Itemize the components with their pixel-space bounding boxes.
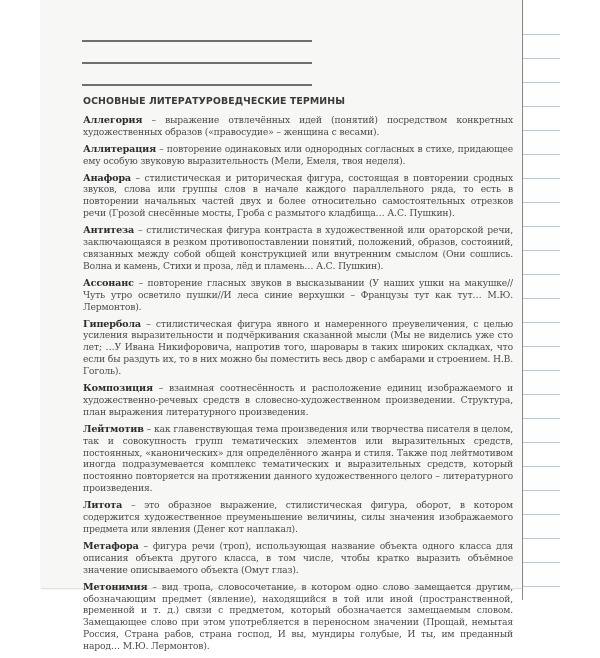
ruled-line bbox=[522, 202, 560, 203]
ruled-line bbox=[522, 418, 560, 419]
term-name: Гипербола bbox=[83, 318, 142, 330]
term-definition: – повторение одинаковых или однородных согласных в стихе, придающее ему особую звуковую выразительность (Мели, Емеля, твоя неделя). bbox=[83, 143, 513, 167]
term-name: Метонимия bbox=[83, 581, 148, 593]
glossary-entry bbox=[83, 173, 513, 221]
ruled-line bbox=[522, 538, 560, 539]
glossary-entry bbox=[83, 500, 513, 536]
term-definition: – стилистическая и риторическая фигура, состоящая в повторении сродных звуков, слова или группы слов в начале каждого параллельного ряда, то есть в повторении начальных частей двух и более относительно самостоятельных отрезков речи (Грозой снесённые мосты, Гроба с размытого кладбища… А.С. Пушкин). bbox=[83, 172, 513, 220]
term-name: Метафора bbox=[83, 540, 139, 552]
glossary-entry bbox=[83, 541, 513, 577]
ruled-line bbox=[522, 514, 560, 515]
ruled-line bbox=[522, 442, 560, 443]
term-name: Анафора bbox=[83, 172, 131, 184]
ruled-line bbox=[522, 298, 560, 299]
ruled-line bbox=[522, 346, 560, 347]
glossary-entry bbox=[83, 582, 513, 653]
term-name: Лейтмотив bbox=[83, 423, 144, 435]
blank-writing-line bbox=[82, 84, 312, 86]
ruled-line bbox=[522, 178, 560, 179]
term-name: Ассонанс bbox=[83, 277, 134, 289]
ruled-line bbox=[522, 586, 560, 587]
ruled-line bbox=[522, 490, 560, 491]
term-definition: – повторение гласных звуков в высказывании (У наших ушки на макушке//Чуть утро осветило пушки//И леса синие верхушки – Французы тут как тут… М.Ю. Лермонтов). bbox=[83, 277, 513, 313]
ruled-line bbox=[522, 250, 560, 251]
term-name: Литота bbox=[83, 500, 123, 512]
term-definition: – стилистическая фигура явного и намеренного преувеличения, с целью усиления выразительности и подчёркивания сказанной мысли (Мы не виделись уже сто лет; …У Ивана Никифоровича, напротив того, шаровары в таких широких складках, что если бы раздуть их, то в них можно бы поместить весь двор с амбарами и строением. Н.В. Гоголь). bbox=[83, 318, 513, 378]
ruled-line bbox=[522, 34, 560, 35]
ruled-line bbox=[522, 58, 560, 59]
glossary-entry bbox=[83, 278, 513, 314]
glossary-entry bbox=[83, 424, 513, 495]
term-definition: – как главенствующая тема произведения или творчества писателя в целом, так и совокупность групп тематических элементов или выразительных средств, постоянных, «канонических» для определённого жанра и стиля. Также под лейтмотивом иногда подразумевается комплекс тематических и выразительных средств, который постоянно повторяется на протяжении данного художественного целого – литературного произведения. bbox=[83, 423, 513, 495]
term-definition: – фигура речи (троп), использующая название объекта одного класса для описания объекта другого класса, в том числе, чтобы кратко выразить объёмное значение описываемого объекта (Омут глаз). bbox=[83, 540, 513, 576]
term-name: Аллегория bbox=[83, 114, 143, 126]
ruled-line bbox=[522, 274, 560, 275]
notebook-ruled-strip bbox=[522, 0, 560, 600]
glossary bbox=[83, 96, 513, 658]
ruled-line bbox=[522, 106, 560, 107]
term-definition: – выражение отвлечённых идей (понятий) посредством конкретных художественных образов («правосудие» – женщина с весами). bbox=[83, 114, 513, 138]
ruled-line bbox=[522, 226, 560, 227]
term-name: Антитеза bbox=[83, 225, 135, 237]
term-definition: – это образное выражение, стилистическая фигура, оборот, в котором содержится художественное преуменьшение величины, силы значения изображаемого предмета или явления (Денег кот наплакал). bbox=[83, 500, 513, 535]
ruled-line bbox=[522, 130, 560, 131]
glossary-entry bbox=[83, 115, 513, 139]
ruled-line bbox=[522, 322, 560, 323]
glossary-entry bbox=[83, 319, 513, 379]
blank-writing-line bbox=[82, 62, 312, 64]
term-definition: – стилистическая фигура контраста в художественной или ораторской речи, заключающаяся в резком противопоставлении понятий, положений, образов, состояний, связанных между собой общей конструкцией или внутренним смыслом (Они сошлись. Волна и камень, Стихи и проза, лёд и пламень… А.С. Пушкин). bbox=[83, 225, 513, 272]
term-definition: – вид тропа, словосочетание, в котором одно слово замещается другим, обозначающим предмет (явление), находящийся в той или иной (пространственной, временной и т. д.) связи с предметом, который обозначается замещаемым словом. Замещающее слово при этом употребляется в переносном значении (Прощай, немытая Россия, Страна рабов, страна господ, И вы, мундиры голубые, И ты, им преданный народ… М.Ю. Лермонтов). bbox=[83, 581, 513, 653]
ruled-line bbox=[522, 394, 560, 395]
term-name: Аллитерация bbox=[83, 143, 157, 155]
term-definition: – взаимная соотнесённость и расположение единиц изображаемого и художественно-речевых средств в словесно-художественном произведении. Структура, план выражения литературного произведения. bbox=[83, 383, 513, 418]
ruled-line bbox=[522, 82, 560, 83]
blank-writing-line bbox=[82, 40, 312, 42]
glossary-entry bbox=[83, 225, 513, 273]
term-name: Композиция bbox=[83, 383, 153, 395]
notebook-margin-line bbox=[522, 0, 523, 600]
ruled-line bbox=[522, 154, 560, 155]
ruled-line bbox=[522, 562, 560, 563]
glossary-entry bbox=[83, 144, 513, 168]
glossary-entry bbox=[83, 383, 513, 419]
page-title: ОСНОВНЫЕ ЛИТЕРАТУРОВЕДЧЕСКИЕ ТЕРМИНЫ bbox=[83, 96, 346, 107]
ruled-line bbox=[522, 466, 560, 467]
ruled-line bbox=[522, 370, 560, 371]
